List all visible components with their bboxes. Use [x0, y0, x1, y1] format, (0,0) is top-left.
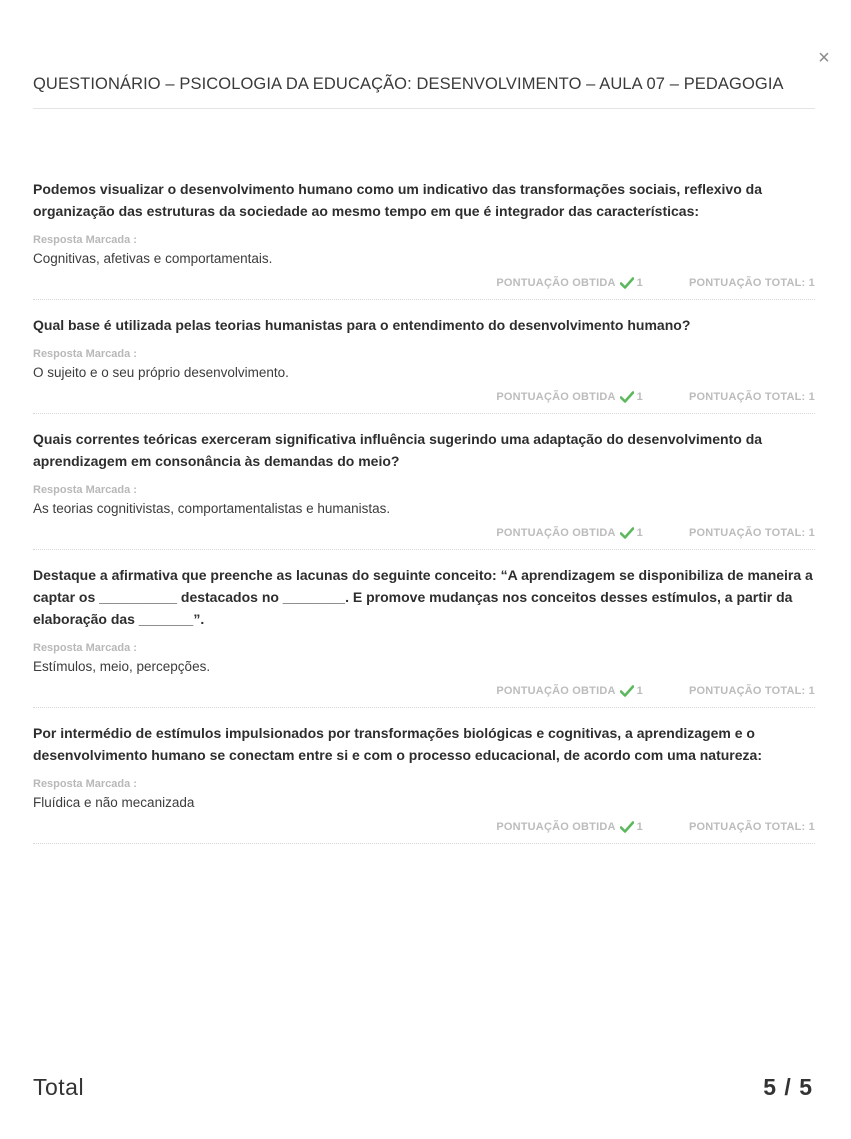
score-obtained-label: PONTUAÇÃO OBTIDA [496, 391, 616, 403]
question-item [33, 314, 815, 414]
score-total [689, 391, 815, 403]
answer-text: Estímulos, meio, percepções. [33, 659, 211, 674]
score-total-label: PONTUAÇÃO TOTAL: [688, 685, 806, 697]
score-obtained-value: 1 [636, 391, 643, 403]
total-label: Total [33, 1074, 85, 1100]
modal-title: QUESTIONÁRIO – PSICOLOGIA DA EDUCAÇÃO: DESENVOLVIMENTO – AULA 07 – PEDAGOGIA [33, 75, 784, 93]
check-icon [620, 527, 634, 539]
question-text: Qual base é utilizada pelas teorias humanistas para o entendimento do desenvolvimento humano? [33, 317, 691, 333]
question-list [33, 178, 815, 858]
score-obtained-label: PONTUAÇÃO OBTIDA [496, 527, 616, 539]
question-text: Quais correntes teóricas exerceram significativa influência sugerindo uma adaptação do desenvolvimento da aprendizagem em consonância às demandas do meio? [33, 431, 763, 469]
answer-label: Resposta Marcada : [33, 642, 137, 654]
score-row [33, 277, 815, 289]
question-item [33, 722, 815, 844]
score-total-label: PONTUAÇÃO TOTAL: [688, 277, 806, 289]
score-obtained [496, 821, 643, 833]
answer-text: O sujeito e o seu próprio desenvolvimento. [33, 365, 289, 380]
answer-label: Resposta Marcada : [33, 348, 137, 360]
score-total [689, 685, 815, 697]
score-row [33, 391, 815, 403]
score-total-value: 1 [808, 391, 815, 403]
score-obtained-label: PONTUAÇÃO OBTIDA [496, 277, 616, 289]
score-total [689, 527, 815, 539]
score-obtained [496, 685, 643, 697]
score-total-label: PONTUAÇÃO TOTAL: [688, 821, 806, 833]
answer-text: As teorias cognitivistas, comportamentalistas e humanistas. [33, 501, 391, 516]
answer-text: Cognitivas, afetivas e comportamentais. [33, 251, 273, 266]
score-total-value: 1 [808, 685, 815, 697]
answer-label: Resposta Marcada : [33, 778, 137, 790]
score-obtained-label: PONTUAÇÃO OBTIDA [496, 821, 616, 833]
score-row [33, 527, 815, 539]
check-icon [620, 391, 634, 403]
score-obtained-label: PONTUAÇÃO OBTIDA [496, 685, 616, 697]
score-total-value: 1 [808, 527, 815, 539]
check-icon [620, 821, 634, 833]
question-item [33, 428, 815, 550]
score-row [33, 685, 815, 697]
score-total-label: PONTUAÇÃO TOTAL: [688, 391, 806, 403]
score-total [689, 277, 815, 289]
question-text: Destaque a afirmativa que preenche as lacunas do seguinte conceito: “A aprendizagem se disponibiliza de maneira a captar os __________ destacados no ________. E promove mudanças nos conceitos desses estímulos, a partir da elaboração das _______”. [33, 567, 813, 627]
check-icon [620, 685, 634, 697]
close-icon[interactable]: × [818, 47, 830, 69]
modal-header [33, 70, 815, 109]
check-icon [620, 277, 634, 289]
question-text: Por intermédio de estímulos impulsionados por transformações biológicas e cognitivas, a aprendizagem e o desenvolvimento humano se conectam entre si e com o processo educacional, de acordo com uma natureza: [33, 725, 762, 763]
total-row [33, 1074, 815, 1101]
question-item [33, 178, 815, 300]
score-obtained [496, 527, 643, 539]
score-total-value: 1 [808, 277, 815, 289]
answer-label: Resposta Marcada : [33, 234, 137, 246]
score-row [33, 821, 815, 833]
score-obtained-value: 1 [636, 277, 643, 289]
score-obtained-value: 1 [636, 527, 643, 539]
score-obtained-value: 1 [636, 821, 643, 833]
score-obtained [496, 277, 643, 289]
answer-text: Fluídica e não mecanizada [33, 795, 195, 810]
score-total-value: 1 [808, 821, 815, 833]
score-total-label: PONTUAÇÃO TOTAL: [688, 527, 806, 539]
question-text: Podemos visualizar o desenvolvimento humano como um indicativo das transformações sociais, reflexivo da organização das estruturas da sociedade ao mesmo tempo em que é integrador das características: [33, 181, 762, 219]
score-total [689, 821, 815, 833]
total-score: 5 / 5 [763, 1074, 813, 1100]
score-obtained [496, 391, 643, 403]
answer-label: Resposta Marcada : [33, 484, 137, 496]
question-item [33, 564, 815, 708]
score-obtained-value: 1 [636, 685, 643, 697]
